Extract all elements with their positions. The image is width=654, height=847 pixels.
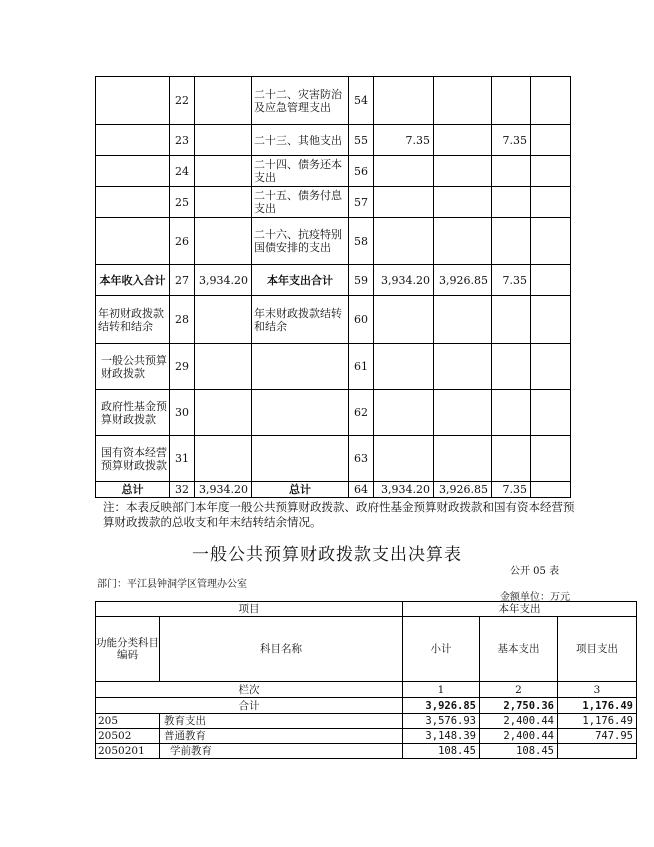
table-row: 26 二十六、抗疫特别国债安排的支出 58: [96, 218, 571, 265]
grand-total-row: 总计 32 3,934.20 总计 64 3,934.20 3,926.85 7.35: [96, 482, 571, 498]
table-row: 国有资本经营预算财政拨款 31 63: [96, 436, 571, 482]
department-label: 部门：平江县钟洞学区管理办公室: [97, 579, 247, 590]
expense-item-label: 二十二、灾害防治及应急管理支出: [252, 77, 349, 125]
table-row: 2050201 学前教育 108.45 108.45: [96, 744, 637, 759]
income-expense-table: [95, 76, 571, 498]
amount-unit: 金额单位：万元: [500, 592, 570, 603]
total-row: 合计 3,926.85 2,750.36 1,176.49: [96, 698, 637, 714]
report-code: 公开 05 表: [510, 566, 560, 577]
table-row: 22 二十二、灾害防治及应急管理支出 54: [96, 77, 571, 125]
table-note: 注：本表反映部门本年度一般公共预算财政拨款、政府性基金预算财政拨款和国有资本经营预算财政拨款的总收支和年末结转结余情况。: [103, 500, 575, 529]
income-total-row: 本年收入合计 27 3,934.20 本年支出合计 59 3,934.20 3,926.85 7.35: [96, 265, 571, 296]
header-row: 功能分类科目编码 科目名称 小计 基本支出 项目支出: [96, 617, 637, 682]
table-row: 20502 普通教育 3,148.39 2,400.44 747.95: [96, 729, 637, 744]
table-row: 一般公共预算财政拨款 29 61: [96, 344, 571, 390]
expenditure-table: [95, 601, 637, 759]
table-row: 24 二十四、债务还本支出 56: [96, 156, 571, 187]
table-row: 年初财政拨款结转和结余 28 年末财政拨款结转和结余 60: [96, 296, 571, 344]
table-row: 25 二十五、债务付息支出 57: [96, 187, 571, 218]
table-row: 政府性基金预算财政拨款 30 62: [96, 390, 571, 436]
header-row: 项目 本年支出: [96, 602, 637, 617]
report-title: 一般公共预算财政拨款支出决算表: [192, 545, 462, 565]
table-row: 23 二十三、其他支出 55 7.35 7.35: [96, 125, 571, 156]
table-row: 205 教育支出 3,576.93 2,400.44 1,176.49: [96, 714, 637, 729]
column-index-row: 栏次 1 2 3: [96, 682, 637, 698]
func-code-header: 功能分类科目编码: [96, 617, 160, 682]
